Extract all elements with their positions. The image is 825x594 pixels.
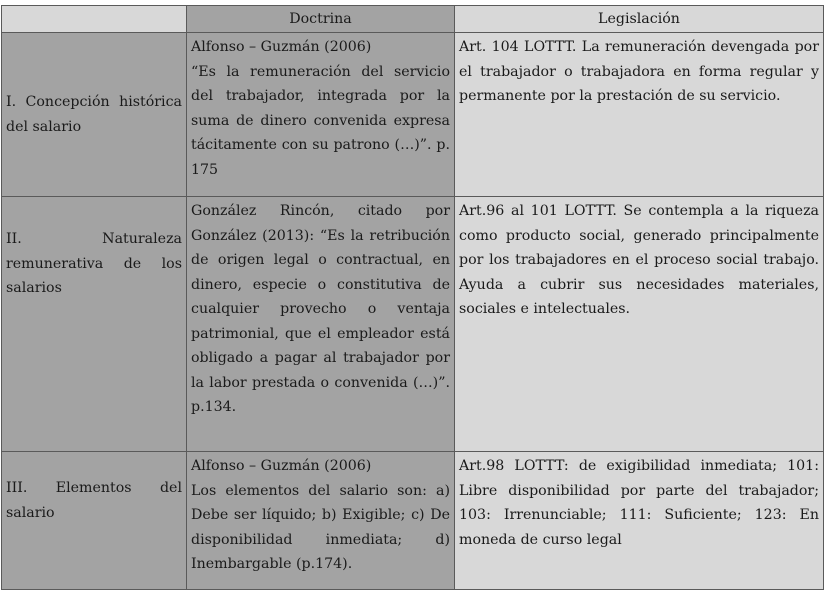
- doctrina-quote: González Rincón, citado por González (2013): “Es la retribución de origen legal o contractual, en dinero, especie o constitutiva de cualquier provecho o ventaja patrimonial, que el empleador está obligado a pagar al trabajador por la labor prestada o convenida (…)”. p.134.: [191, 203, 450, 415]
- doctrina-author: Alfonso – Guzmán (2006): [191, 39, 372, 55]
- concept-cell: I. Concepción histórica del salario: [2, 33, 187, 197]
- doctrina-cell: [187, 197, 455, 452]
- concept-cell: III. Elementos del salario: [2, 452, 187, 590]
- doctrina-author: Alfonso – Guzmán (2006): [191, 458, 372, 474]
- table-row: [2, 33, 824, 197]
- comparison-table: [1, 5, 824, 590]
- doctrina-quote: “Es la remuneración del servicio del trabajador, integrada por la suma de dinero convenida expresa tácitamente con su patrono (…)”. p. 175: [191, 63, 450, 178]
- table-row: [2, 197, 824, 452]
- header-doctrina: Doctrina: [187, 6, 455, 33]
- legislacion-cell: Art.96 al 101 LOTTT. Se contempla a la riqueza como producto social, generado principalmente por los trabajadores en el proceso social trabajo. Ayuda a cubrir sus necesidades materiales, sociales e intelectuales.: [455, 197, 824, 452]
- header-blank-cell: [2, 6, 187, 33]
- concept-cell: II. Naturaleza remunerativa de los salarios: [2, 197, 187, 452]
- table-row: [2, 452, 824, 590]
- doctrina-quote: Los elementos del salario son: a) Debe ser líquido; b) Exigible; c) De disponibilidad inmediata; d) Inembargable (p.174).: [191, 482, 450, 572]
- legislacion-cell: Art.98 LOTTT: de exigibilidad inmediata; 101: Libre disponibilidad por parte del trabajador; 103: Irrenunciable; 111: Suficiente; 123: En moneda de curso legal: [455, 452, 824, 590]
- header-row: [2, 6, 824, 33]
- doctrina-cell: [187, 33, 455, 197]
- legislacion-cell: Art. 104 LOTTT. La remuneración devengada por el trabajador o trabajadora en forma regular y permanente por la prestación de su servicio.: [455, 33, 824, 197]
- header-legislacion: Legislación: [455, 6, 824, 33]
- doctrina-cell: [187, 452, 455, 590]
